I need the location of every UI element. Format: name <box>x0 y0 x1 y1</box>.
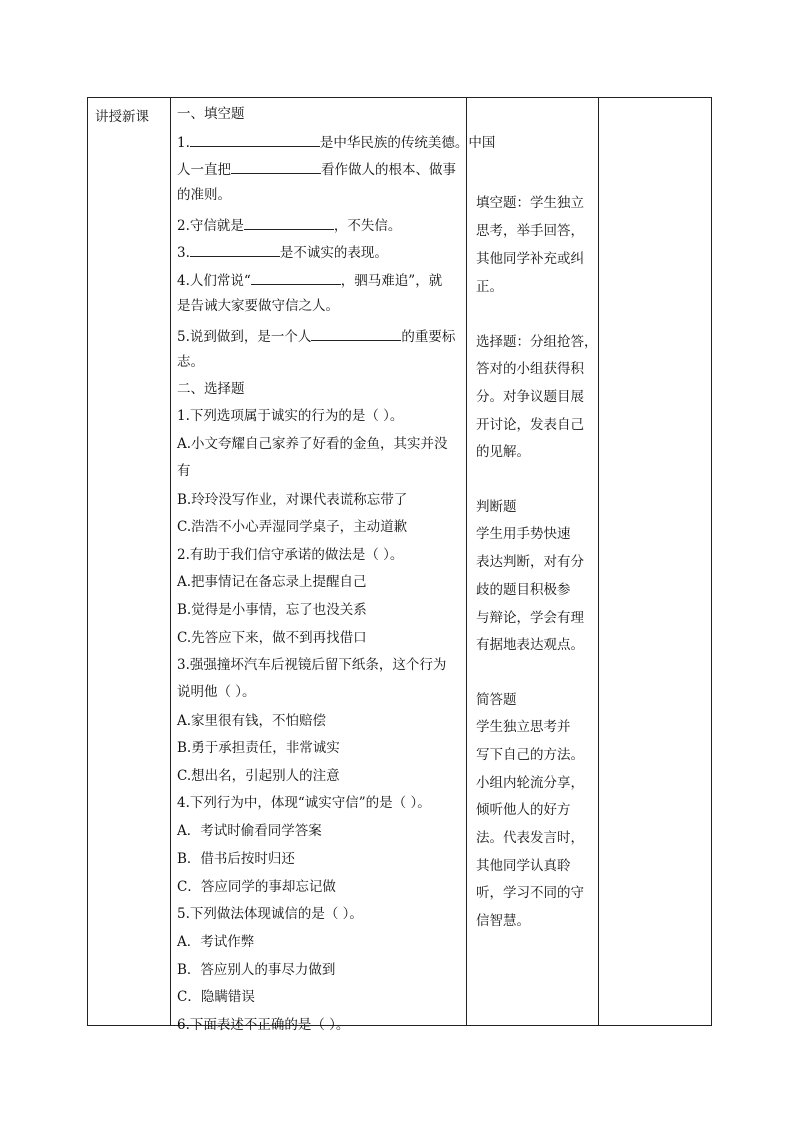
row-label: 讲授新课 <box>95 109 149 125</box>
activity-line: 简答题 <box>476 692 517 708</box>
content-line <box>177 326 455 346</box>
content-text: 的重要标 <box>401 329 456 345</box>
activity-line: 其他同学认真聆 <box>476 858 571 874</box>
content-line <box>177 215 401 235</box>
content-text: ，不失信。 <box>333 218 402 234</box>
content-line: 一、填空题 <box>177 106 245 122</box>
fill-blank <box>251 270 341 285</box>
content-line: B．答应别人的事尽力做到 <box>177 962 336 978</box>
activity-line: 法。代表发言时， <box>476 830 584 846</box>
activity-line: 与辩论，学会有理 <box>476 610 584 626</box>
content-text: 是不诚实的表现。 <box>279 245 388 261</box>
activity-line: 学生独立思考并 <box>476 719 571 735</box>
content-line: A.家里很有钱，不怕赔偿 <box>177 713 327 729</box>
content-line: 6.下面表述不正确的是（ ）。 <box>177 1017 350 1033</box>
activity-line: 思考，举手回答， <box>476 223 584 239</box>
activity-line: 小组内轮流分享， <box>476 775 584 791</box>
content-line: 是告诫大家要做守信之人。 <box>177 298 339 314</box>
content-line: A．考试作弊 <box>177 934 255 950</box>
content-line <box>177 242 388 262</box>
fill-blank <box>244 215 334 230</box>
content-line: 4.下列行为中，体现“诚实守信”的是（ ）。 <box>177 795 431 811</box>
fill-blank <box>190 132 320 147</box>
content-line: B．借书后按时归还 <box>177 851 295 867</box>
column-divider <box>170 98 171 1025</box>
content-line: 说明他（ ）。 <box>177 684 256 700</box>
activity-line: 有据地表达观点。 <box>476 637 584 653</box>
content-line: C．答应同学的事却忘记做 <box>177 879 336 895</box>
content-text: 1. <box>177 135 190 151</box>
content-line: 3.强强撞坏汽车后视镜后留下纸条，这个行为 <box>177 657 447 673</box>
content-line: B.玲玲没写作业，对课代表谎称忘带了 <box>177 492 408 508</box>
content-text: 5.说到做到，是一个人 <box>177 329 312 345</box>
content-text: 4.人们常说“ <box>177 273 251 289</box>
content-line: B.觉得是小事情，忘了也没关系 <box>177 602 367 618</box>
content-line <box>177 270 442 290</box>
content-text: 是中华民族的传统美德。中国 <box>319 135 496 151</box>
activity-line: 学生用手势快速 <box>476 526 571 542</box>
activity-line: 开讨论，发表自己 <box>476 417 584 433</box>
column-divider <box>598 98 599 1025</box>
content-line: C．隐瞒错误 <box>177 989 255 1005</box>
lesson-table <box>87 97 712 1033</box>
content-line: A.小文夸耀自己家养了好看的金鱼，其实并没 <box>177 436 448 452</box>
activity-line: 判断题 <box>476 499 517 515</box>
activity-line: 正。 <box>476 279 503 295</box>
content-line: C.先答应下来，做不到再找借口 <box>177 630 367 646</box>
fill-blank <box>231 159 321 174</box>
content-line: 二、选择题 <box>177 381 245 397</box>
content-line: 5.下列做法体现诚信的是（ ）。 <box>177 906 363 922</box>
content-line: C.想出名，引起别人的注意 <box>177 768 340 784</box>
content-line: 有 <box>177 463 191 479</box>
notes-cell <box>608 98 708 1025</box>
activity-line: 信智慧。 <box>476 913 530 929</box>
content-line: 志。 <box>177 354 204 370</box>
content-text: ，驷马难追”，就 <box>340 273 443 289</box>
activity-line: 倾听他人的好方 <box>476 802 571 818</box>
activity-line: 答对的小组获得积 <box>476 361 584 377</box>
activity-line: 选择题：分组抢答， <box>476 334 598 350</box>
fill-blank <box>190 242 280 257</box>
column-divider <box>466 98 467 1025</box>
content-text: 2.守信就是 <box>177 218 244 234</box>
fill-blank <box>311 326 401 341</box>
activity-line: 表达判断，对有分 <box>476 554 584 570</box>
activity-line: 听，学习不同的守 <box>476 885 584 901</box>
activity-line: 其他同学补充或纠 <box>476 251 584 267</box>
content-line: 的准则。 <box>177 187 231 203</box>
activity-line: 写下自己的方法。 <box>476 747 584 763</box>
activity-line: 分。对争议题目展 <box>476 389 584 405</box>
content-text: 看作做人的根本、做事 <box>321 162 456 178</box>
content-line: A.把事情记在备忘录上提醒自己 <box>177 574 367 590</box>
content-line: 2.有助于我们信守承诺的做法是（ ）。 <box>177 547 404 563</box>
content-line <box>177 159 456 179</box>
content-line: C.浩浩不小心弄湿同学桌子，主动道歉 <box>177 519 408 535</box>
content-line <box>177 132 495 152</box>
content-line: B.勇于承担责任，非常诚实 <box>177 740 340 756</box>
content-text: 人一直把 <box>177 162 231 178</box>
content-text: 3. <box>177 245 190 261</box>
activity-line: 的见解。 <box>476 444 530 460</box>
activity-line: 歧的题目积极参 <box>476 582 571 598</box>
activity-line: 填空题：学生独立 <box>476 195 584 211</box>
content-line: 1.下列选项属于诚实的行为的是（ ）。 <box>177 408 404 424</box>
content-line: A．考试时偷看同学答案 <box>177 823 322 839</box>
